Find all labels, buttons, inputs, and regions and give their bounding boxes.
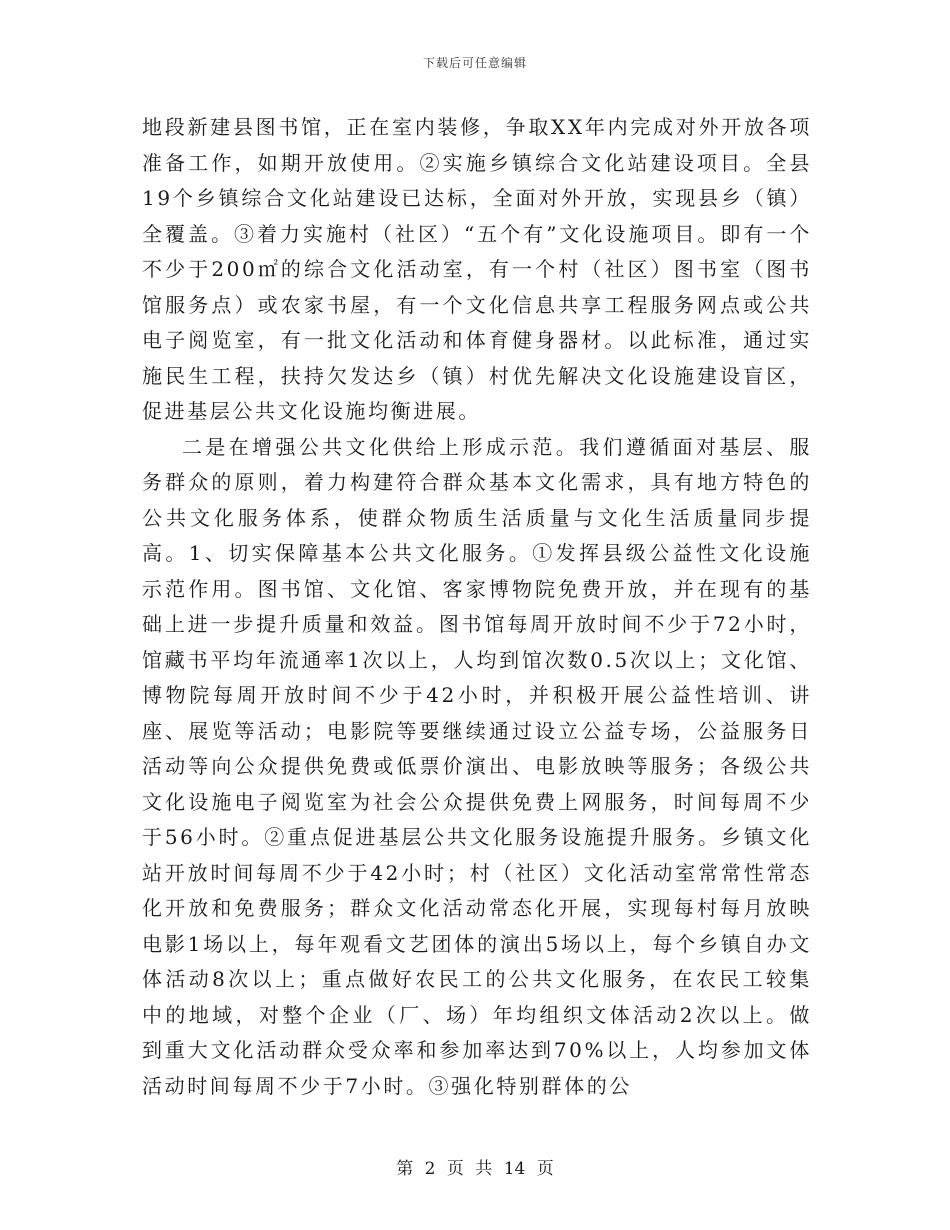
document-body xyxy=(142,110,812,1104)
page-number: 第 2 页 共 14 页 xyxy=(396,1159,554,1179)
paragraph-public-culture-supply: 二是在增强公共文化供给上形成示范。我们遵循面对基层、服务群众的原则，着力构建符合群众基本文化需求，具有地方特色的公共文化服务体系，使群众物质生活质量与文化生活质量同步提高。1、切实保障基本公共文化服务。①发挥县级公益性文化设施示范作用。图书馆、文化馆、客家博物院免费开放，并在现有的基础上进一步提升质量和效益。图书馆每周开放时间不少于72小时，馆藏书平均年流通率1次以上，人均到馆次数0.5次以上；文化馆、博物院每周开放时间不少于42小时，并积极开展公益性培训、讲座、展览等活动；电影院等要继续通过设立公益专场，公益服务日活动等向公众提供免费或低票价演出、电影放映等服务；各级公共文化设施电子阅览室为社会公众提供免费上网服务，时间每周不少于56小时。②重点促进基层公共文化服务设施提升服务。乡镇文化站开放时间每周不少于42小时；村（社区）文化活动室常常性常态化开放和免费服务；群众文化活动常态化开展，实现每村每月放映电影1场以上，每年观看文艺团体的演出5场以上，每个乡镇自办文体活动8次以上；重点做好农民工的公共文化服务，在农民工较集中的地域，对整个企业（厂、场）年均组织文体活动2次以上。做到重大文化活动群众受众率和参加率达到70%以上，人均参加文体活动时间每周不少于7小时。③强化特别群体的公 xyxy=(142,434,812,1098)
paragraph-continued: 地段新建县图书馆，正在室内装修，争取XX年内完成对外开放各项准备工作，如期开放使用。②实施乡镇综合文化站建设项目。全县19个乡镇综合文化站建设已达标，全面对外开放，实现县乡（镇）全覆盖。③着力实施村（社区）“五个有”文化设施项目。即有一个不少于200㎡的综合文化活动室，有一个村（社区）图书室（图书馆服务点）或农家书屋，有一个文化信息共享工程服务网点或公共电子阅览室，有一批文化活动和体育健身器材。以此标准，通过实施民生工程，扶持欠发达乡（镇）村优先解决文化设施建设盲区，促进基层公共文化设施均衡进展。 xyxy=(142,115,812,423)
page-header-note: 下载后可任意编辑 xyxy=(422,56,527,70)
